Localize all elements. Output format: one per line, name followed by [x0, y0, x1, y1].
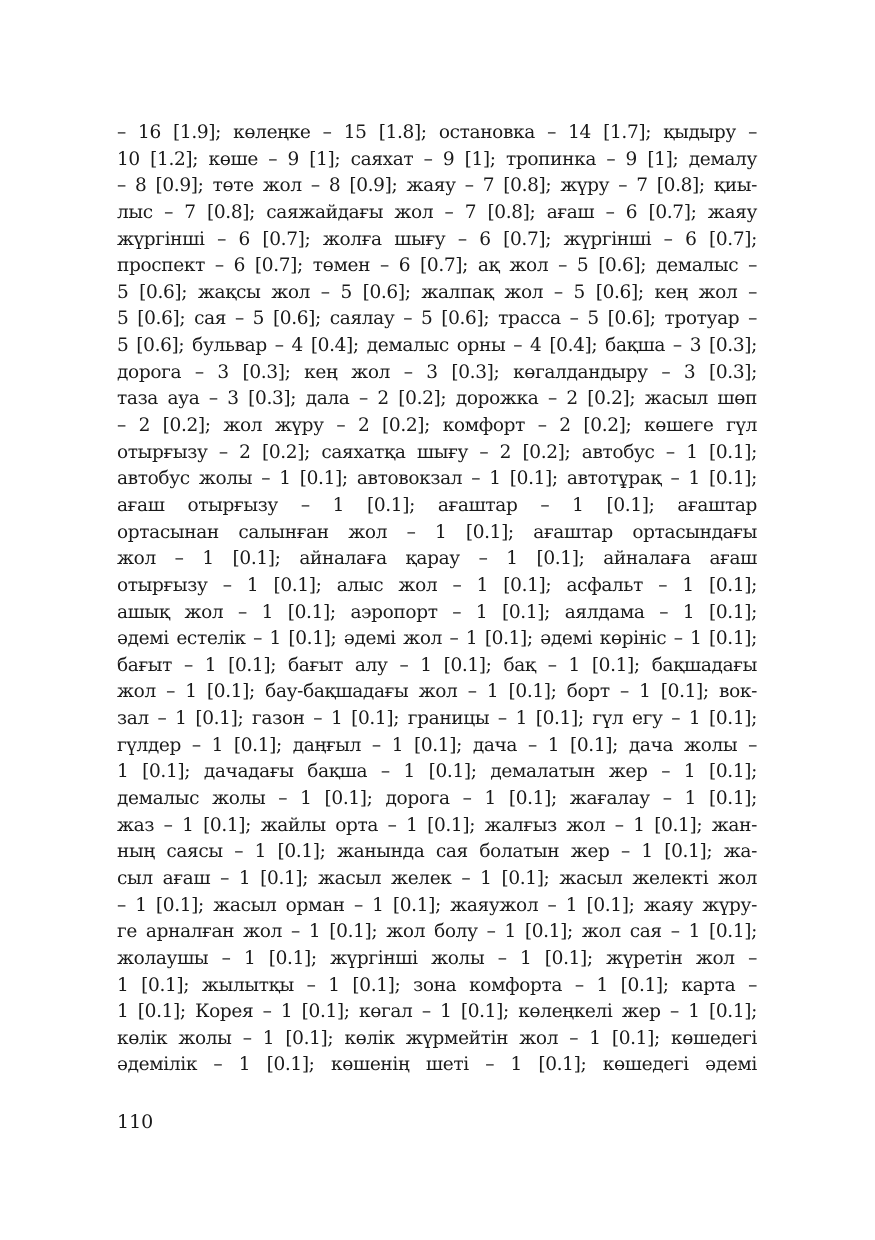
text-line: демалыс жолы – 1 [0.1]; дорога – 1 [0.1]; жағалау – 1 [0.1]; — [117, 788, 757, 810]
text-line: ортасынан салынған жол – 1 [0.1]; ағаштар ортасындағы — [117, 521, 757, 543]
text-line: – 2 [0.2]; жол жүру – 2 [0.2]; комфорт – 2 [0.2]; көшеге гүл — [117, 415, 757, 437]
text-line: лыс – 7 [0.8]; саяжайдағы жол – 7 [0.8]; ағаш – 6 [0.7]; жаяу — [117, 201, 757, 223]
text-line: әдемілік – 1 [0.1]; көшенің шеті – 1 [0.1]; көшедегі әдемі — [117, 1054, 757, 1076]
text-line: 5 [0.6]; сая – 5 [0.6]; саялау – 5 [0.6]; трасса – 5 [0.6]; тротуар – — [117, 308, 757, 330]
text-line: дорога – 3 [0.3]; кең жол – 3 [0.3]; көгалдандыру – 3 [0.3]; — [117, 361, 757, 383]
text-line: жол – 1 [0.1]; бау-бақшадағы жол – 1 [0.1]; борт – 1 [0.1]; вок- — [117, 681, 757, 703]
text-line: – 8 [0.9]; төте жол – 8 [0.9]; жаяу – 7 [0.8]; жүру – 7 [0.8]; қиы- — [117, 175, 757, 197]
text-line: ге арналған жол – 1 [0.1]; жол болу – 1 [0.1]; жол сая – 1 [0.1]; — [117, 921, 757, 943]
text-line: жолаушы – 1 [0.1]; жүргінші жолы – 1 [0.1]; жүретін жол – — [117, 947, 757, 969]
text-line: таза ауа – 3 [0.3]; дала – 2 [0.2]; дорожка – 2 [0.2]; жасыл шөп — [117, 388, 757, 410]
text-line: жол – 1 [0.1]; айналаға қарау – 1 [0.1]; айналаға ағаш — [117, 548, 757, 570]
text-line: отырғызу – 2 [0.2]; саяхатқа шығу – 2 [0.2]; автобус – 1 [0.1]; — [117, 441, 757, 463]
text-line: отырғызу – 1 [0.1]; алыс жол – 1 [0.1]; асфальт – 1 [0.1]; — [117, 574, 757, 596]
text-line: көлік жолы – 1 [0.1]; көлік жүрмейтін жол – 1 [0.1]; көшедегі — [117, 1027, 757, 1049]
text-line: проспект – 6 [0.7]; төмен – 6 [0.7]; ақ жол – 5 [0.6]; демалыс – — [117, 255, 757, 277]
page-number: 110 — [117, 1111, 154, 1133]
text-line: 1 [0.1]; Корея – 1 [0.1]; көгал – 1 [0.1]; көлеңкелі жер – 1 [0.1]; — [117, 1001, 757, 1023]
text-line: 5 [0.6]; жақсы жол – 5 [0.6]; жалпақ жол – 5 [0.6]; кең жол – — [117, 281, 757, 303]
body-text — [117, 120, 757, 1079]
text-line: – 1 [0.1]; жасыл орман – 1 [0.1]; жаяужол – 1 [0.1]; жаяу жүру- — [117, 894, 757, 916]
text-line: бағыт – 1 [0.1]; бағыт алу – 1 [0.1]; бақ – 1 [0.1]; бақшадағы — [117, 654, 757, 676]
text-line: зал – 1 [0.1]; газон – 1 [0.1]; границы – 1 [0.1]; гүл егу – 1 [0.1]; — [117, 708, 757, 730]
text-line: ағаш отырғызу – 1 [0.1]; ағаштар – 1 [0.1]; ағаштар — [117, 494, 757, 516]
text-line: сыл ағаш – 1 [0.1]; жасыл желек – 1 [0.1]; жасыл желекті жол — [117, 867, 757, 889]
text-line: 1 [0.1]; дачадағы бақша – 1 [0.1]; демалатын жер – 1 [0.1]; — [117, 761, 757, 783]
text-line: 10 [1.2]; көше – 9 [1]; саяхат – 9 [1]; тропинка – 9 [1]; демалу — [117, 148, 757, 170]
text-line: жаз – 1 [0.1]; жайлы орта – 1 [0.1]; жалғыз жол – 1 [0.1]; жан- — [117, 814, 757, 836]
text-line: 1 [0.1]; жылытқы – 1 [0.1]; зона комфорта – 1 [0.1]; карта – — [117, 974, 757, 996]
text-line: гүлдер – 1 [0.1]; даңғыл – 1 [0.1]; дача – 1 [0.1]; дача жолы – — [117, 734, 757, 756]
text-line: ның саясы – 1 [0.1]; жанында сая болатын жер – 1 [0.1]; жа- — [117, 841, 757, 863]
text-line: автобус жолы – 1 [0.1]; автовокзал – 1 [0.1]; автотұрақ – 1 [0.1]; — [117, 468, 757, 490]
text-line: жүргінші – 6 [0.7]; жолға шығу – 6 [0.7]; жүргінші – 6 [0.7]; — [117, 228, 757, 250]
text-line: ашық жол – 1 [0.1]; аэропорт – 1 [0.1]; аялдама – 1 [0.1]; — [117, 601, 757, 623]
text-line: 5 [0.6]; бульвар – 4 [0.4]; демалыс орны – 4 [0.4]; бақша – 3 [0.3]; — [117, 335, 757, 357]
text-line: әдемі естелік – 1 [0.1]; әдемі жол – 1 [0.1]; әдемі көрініс – 1 [0.1]; — [117, 628, 757, 650]
text-line: – 16 [1.9]; көлеңке – 15 [1.8]; остановка – 14 [1.7]; қыдыру – — [117, 122, 757, 143]
